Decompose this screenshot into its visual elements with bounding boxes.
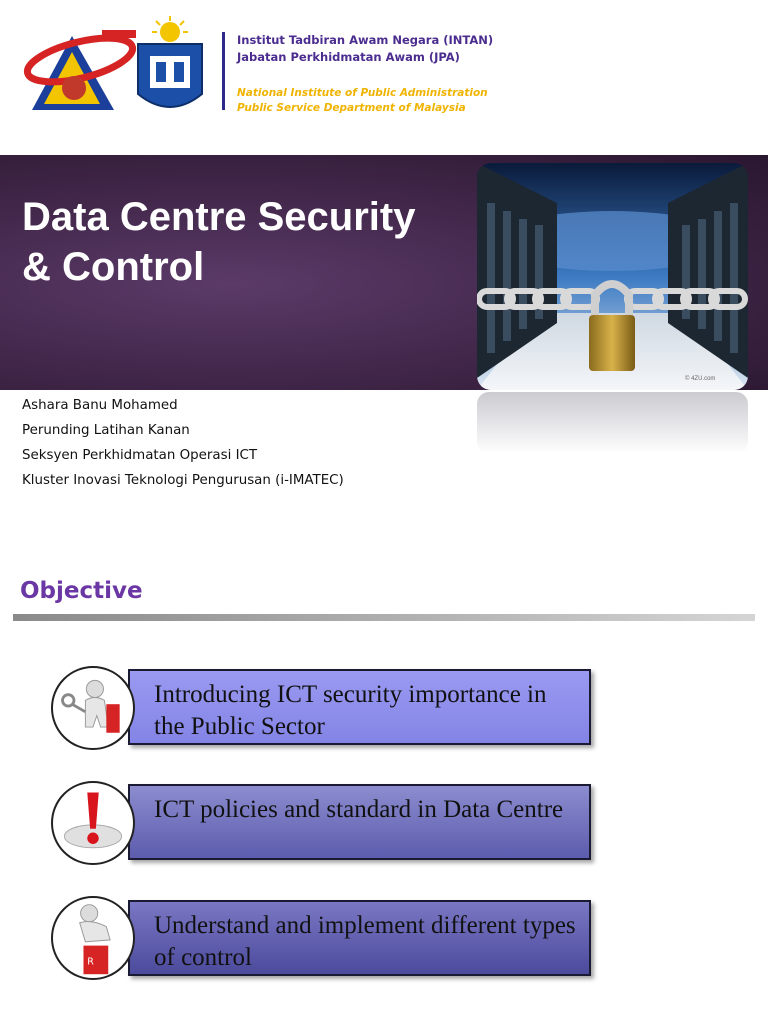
presenter-section: Seksyen Perkhidmatan Operasi ICT [22, 448, 258, 463]
header-divider [222, 32, 225, 110]
presenter-position: Perunding Latihan Kanan [22, 423, 190, 438]
department-name-malay: Jabatan Perkhidmatan Awam (JPA) [237, 50, 460, 64]
header [0, 0, 768, 155]
presenter-name: Ashara Banu Mohamed [22, 398, 178, 413]
org-name-english: National Institute of Public Administration [237, 87, 488, 99]
presenter-cluster: Kluster Inovasi Teknologi Pengurusan (i-IMATEC) [22, 473, 344, 488]
title-line-1: Data Centre Security [22, 195, 416, 239]
image-credit: © 4ZU.com [685, 376, 716, 382]
figure-on-red-block-icon [51, 896, 135, 980]
objective-divider [13, 614, 755, 621]
figure-with-key-icon [51, 666, 135, 750]
svg-text:R: R [87, 956, 94, 968]
org-name-malay: Institut Tadbiran Awam Negara (INTAN) [237, 33, 494, 47]
page-title [22, 192, 462, 292]
objective-item-1: Introducing ICT security importance in the Public Sector [128, 669, 591, 745]
exclamation-icon [51, 781, 135, 865]
objective-item-2: ICT policies and standard in Data Centre [128, 784, 591, 860]
image-reflection [477, 392, 748, 454]
presenter-info [22, 396, 344, 496]
objective-heading: Objective [20, 578, 143, 604]
objective-item-3: Understand and implement different types of control [128, 900, 591, 976]
department-name-english: Public Service Department of Malaysia [237, 102, 466, 114]
title-line-2: & Control [22, 245, 205, 289]
jpa-logo [132, 16, 208, 120]
server-room-chain-padlock-image [477, 163, 748, 390]
intan-logo [22, 22, 140, 114]
